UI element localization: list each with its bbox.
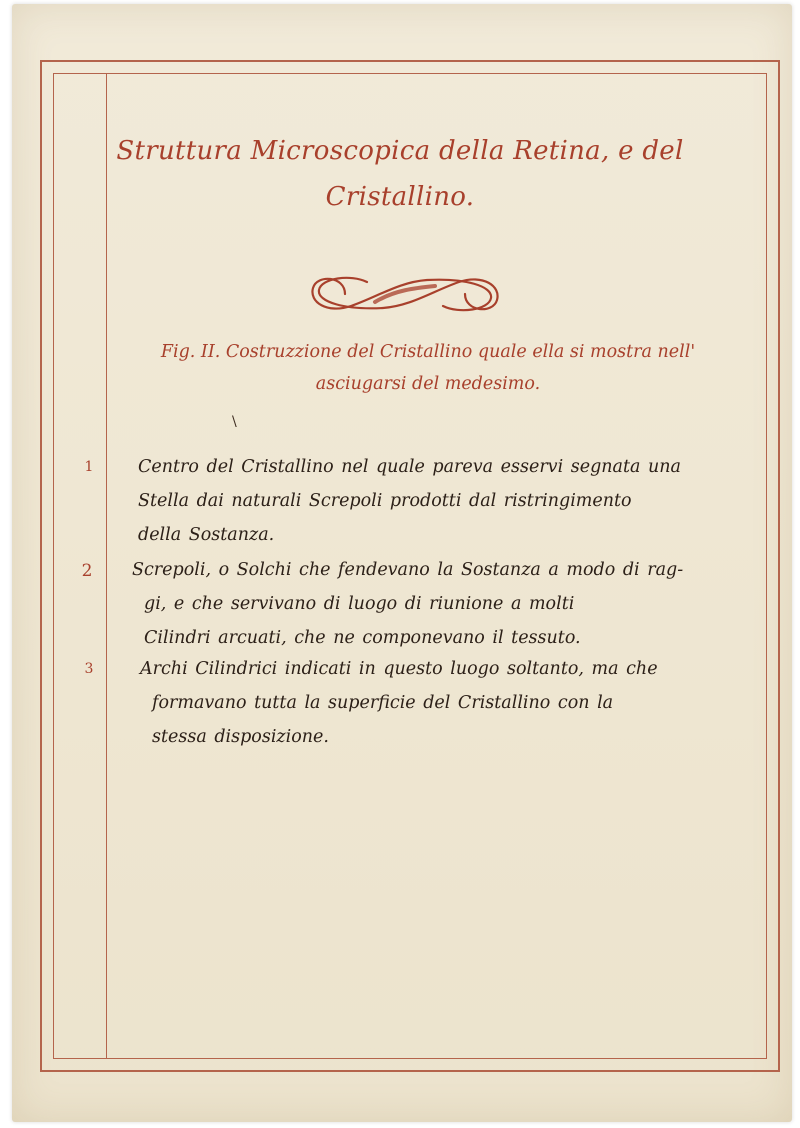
legend-text: [138, 450, 718, 552]
legend-line: Centro del Cristallino nel quale pareva esservi segnata una: [138, 457, 681, 477]
legend-number: 1: [84, 459, 94, 475]
legend-line: stessa disposizione.: [152, 727, 329, 747]
legend-line: Archi Cilindrici indicati in questo luogo soltanto, ma che: [140, 659, 658, 679]
title-line-1: Struttura Microscopica della Retina, e del: [116, 136, 684, 166]
legend-text: [132, 553, 712, 655]
legend-line: Cilindri arcuati, che ne componevano il tessuto.: [144, 628, 581, 648]
stray-ink-mark: \: [232, 414, 237, 430]
legend-line: Screpoli, o Solchi che fendevano la Sostanza a modo di rag-: [132, 560, 684, 580]
figure-caption-line-2: asciugarsi del medesimo.: [315, 374, 541, 394]
legend-line: formavano tutta la superficie del Cristallino con la: [152, 693, 614, 713]
figure-caption: [128, 336, 728, 400]
calligraphic-flourish-icon: [305, 266, 505, 322]
legend-line: della Sostanza.: [138, 525, 275, 545]
margin-rule-line: [106, 73, 107, 1059]
legend-number: 2: [81, 561, 93, 581]
legend-line: gi, e che servivano di luogo di riunione a molti: [144, 594, 575, 614]
legend-line: Stella dai naturali Screpoli prodotti dal ristringimento: [138, 491, 632, 511]
title-line-2: Cristallino.: [325, 182, 475, 212]
page-title: [110, 128, 690, 220]
figure-caption-line-1: Fig. II. Costruzzione del Cristallino quale ella si mostra nell': [160, 342, 696, 362]
legend-number: 3: [84, 661, 94, 677]
legend-text: [140, 652, 720, 754]
